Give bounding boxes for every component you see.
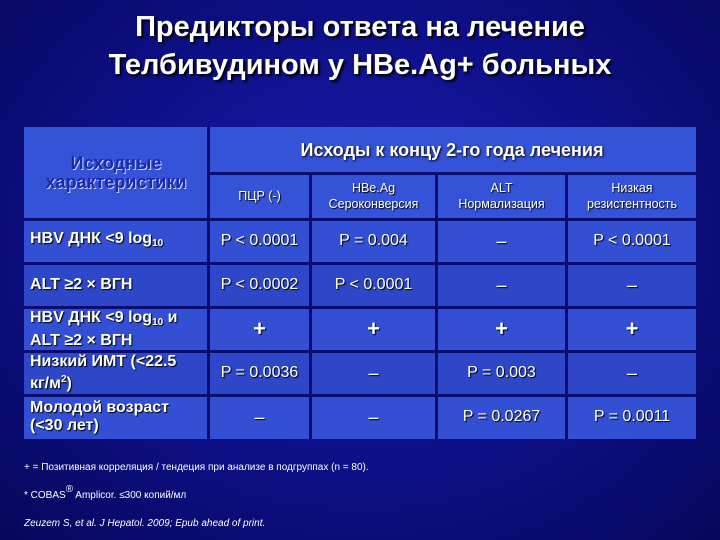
subheader-low-resistance: Низкая резистентность [586,181,678,211]
subheader-alt-normalization: ALT Нормализация [458,181,545,211]
footnote-assay: * COBAS® Amplicor. ≤300 копий/мл [24,484,187,501]
row-label-alt: ALT ≥2 × ВГН [30,276,133,293]
header-outcomes-group: Исходы к концу 2-го года лечения [300,139,604,160]
table-cell: – [254,406,265,427]
table-cell: + [625,316,639,341]
table-cell: P = 0.003 [467,364,536,381]
row-label-hbv-dna: HBV ДНК <9 $\log_{10}$ [30,229,164,249]
table-cell: P < 0.0001 [593,232,671,249]
table-cell: P = 0.0036 [220,364,299,381]
footnote-correlation: + = Позитивная корреляция / тендеция при анализе в подгруппах (n = 80). [24,462,369,473]
table-cell: P = 0.0267 [462,408,541,425]
row-label-young-age: Молодой возраст (<30 лет) [30,399,169,434]
subheader-hbeag-seroconversion: HBe.Ag Сероконверсия [328,181,419,211]
title-line-2: Телбивудином у HBe.Ag+ больных [108,49,612,81]
table-cell: – [626,362,637,383]
subheader-pcr-negative: ПЦР (-) [238,189,281,203]
table-cell: P < 0.0001 [334,276,413,293]
table-cell: – [368,406,379,427]
title-line-1: Предикторы ответа на лечение [135,11,585,43]
table-cell: – [496,230,507,251]
table-cell: P = 0.004 [339,232,408,249]
table-cell: + [495,316,508,341]
row-label-hbv-dna-and-alt: HBV ДНК <9 $\log_{10} и$ ALT ≥2 × ВГН [30,308,178,349]
table-cell: – [496,274,507,295]
table-cell: – [368,362,379,383]
table-cell: – [626,274,637,295]
table-cell: P < 0.0002 [220,276,299,293]
table-cell: + [253,316,266,341]
table-cell: P = 0.0011 [593,408,671,425]
results-table [24,127,696,439]
slide-title [0,8,720,84]
table-cell: P < 0.0001 [220,232,299,249]
table-cell: + [367,316,380,341]
citation: Zeuzem S, et al. J Hepatol. 2009; Epub ahead of print. [24,518,266,529]
row-label-low-bmi: Низкий ИМТ (<22.5 $кг/м^2$) [30,353,177,392]
header-baseline-characteristics: Исходные характеристики [45,153,187,192]
